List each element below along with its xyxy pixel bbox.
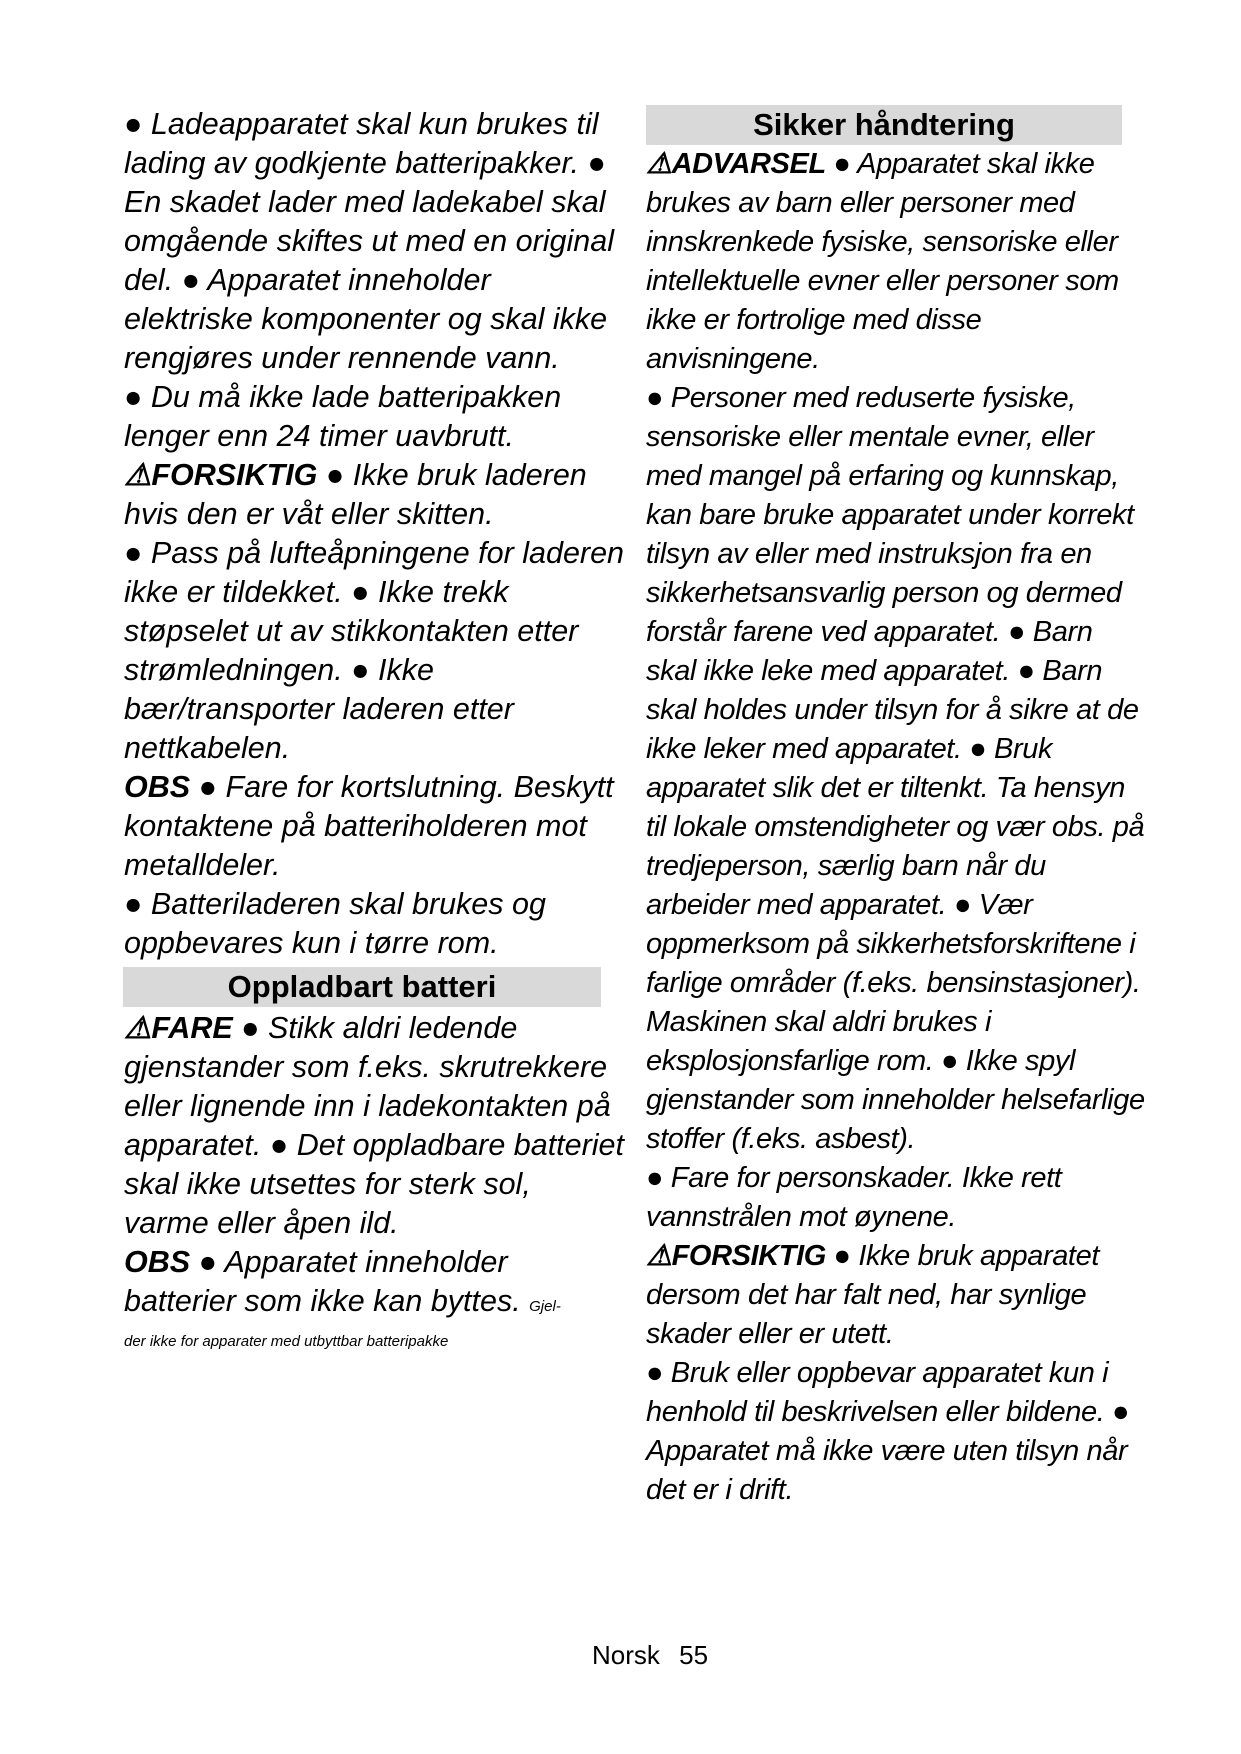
section-heading-rechargeable-battery: Oppladbart batteri (123, 967, 601, 1007)
notice-short-circuit-paragraph (124, 768, 624, 885)
caution-text: ● Ikke bruk laderen hvis den er våt eller skitten. (124, 458, 587, 531)
notice-text-2: ● Apparatet inneholder batterier som ikke kan byttes. (124, 1245, 530, 1318)
danger-text: ● Stikk aldri ledende gjenstander som f.eks. skrutrekkere eller lignende inn i ladekontakten på apparatet. ● Det oppladbare batteriet skal ikke utsettes for sterk sol, varme eller åpen ild. (124, 1011, 624, 1240)
page-number: 55 (679, 1640, 709, 1670)
danger-label: ⚠FARE (124, 1011, 233, 1045)
footnote-start: Gjel- (529, 1298, 561, 1315)
caution-label-2: ⚠FORSIKTIG (646, 1240, 826, 1272)
injury-paragraph: ● Fare for personskader. Ikke rett vannstrålen mot øynene. (646, 1162, 1062, 1233)
footer-language: Norsk (591, 1640, 660, 1670)
left-column (124, 105, 624, 1354)
notice-label: OBS (124, 770, 191, 804)
warning-label: ⚠ADVARSEL (646, 148, 826, 180)
caution-text-2: ● Ikke bruk apparatet dersom det har falt ned, har synlige skader eller er utett. (646, 1240, 1099, 1350)
section-heading-safe-handling: Sikker håndtering (646, 105, 1122, 145)
charge-duration-paragraph: ● Du må ikke lade batteripakken lenger enn 24 timer uavbrutt. (124, 380, 562, 453)
supervision-paragraph: ● Personer med reduserte fysiske, sensoriske eller mentale evner, eller med mangel på erfaring og kunnskap, kan bare bruke apparatet under korrekt tilsyn av eller med instruksjon fra en sikkerhetsansvarlig person og dermed forstår farene ved apparatet. ● Barn skal ikke leke med apparatet. ● Barn skal holdes under tilsyn for å sikre at de ikke leker med apparatet. ● Bruk apparatet slik det er tiltenkt. Ta hensyn til lokale omstendigheter og vær obs. på tredjeperson, særlig barn når du arbeider med apparatet. ● Vær oppmerksom på sikkerhetsforskriftene i farlige områder (f.eks. bensinstasjoner). Maskinen skal aldri brukes i eksplosjonsfarlige rom. ● Ikke spyl gjenstander som inneholder helsefarlige stoffer (f.eks. asbest). (646, 382, 1145, 1155)
caution-label: ⚠FORSIKTIG (124, 458, 318, 492)
caution-device-paragraph (646, 1237, 1146, 1354)
notice-label-2: OBS (124, 1245, 191, 1279)
page-footer (0, 1640, 1241, 1671)
notice-text: ● Fare for kortslutning. Beskytt kontaktene på batteriholderen mot metalldeler. (124, 770, 614, 882)
caution-charger-paragraph (124, 456, 624, 534)
notice-battery-paragraph (124, 1243, 624, 1326)
warning-text: ● Apparatet skal ikke brukes av barn eller personer med innskrenkede fysiske, sensoriske eller intellektuelle evner eller personer som ikke er fortrolige med disse anvisningene. (646, 148, 1119, 375)
charger-usage-paragraph: ● Ladeapparatet skal kun brukes til lading av godkjente batteripakker. ● En skadet lader med ladekabel skal omgående skiftes ut med en original del. ● Apparatet inneholder elektriske komponenter og skal ikke rengjøres under rennende vann. (124, 107, 614, 375)
right-column (646, 105, 1146, 1510)
footnote-text: der ikke for apparater med utbyttbar batteripakke (124, 1333, 449, 1350)
warning-paragraph (646, 145, 1146, 379)
usage-paragraph: ● Bruk eller oppbevar apparatet kun i henhold til beskrivelsen eller bildene. ● Apparatet må ikke være uten tilsyn når det er i drift. (646, 1357, 1130, 1506)
danger-paragraph (124, 1009, 624, 1243)
ventilation-paragraph: ● Pass på lufteåpningene for laderen ikke er tildekket. ● Ikke trekk støpselet ut av stikkontakten etter strømledningen. ● Ikke bær/transporter laderen etter nettkabelen. (124, 536, 624, 765)
dry-room-paragraph: ● Batteriladeren skal brukes og oppbevares kun i tørre rom. (124, 887, 546, 960)
